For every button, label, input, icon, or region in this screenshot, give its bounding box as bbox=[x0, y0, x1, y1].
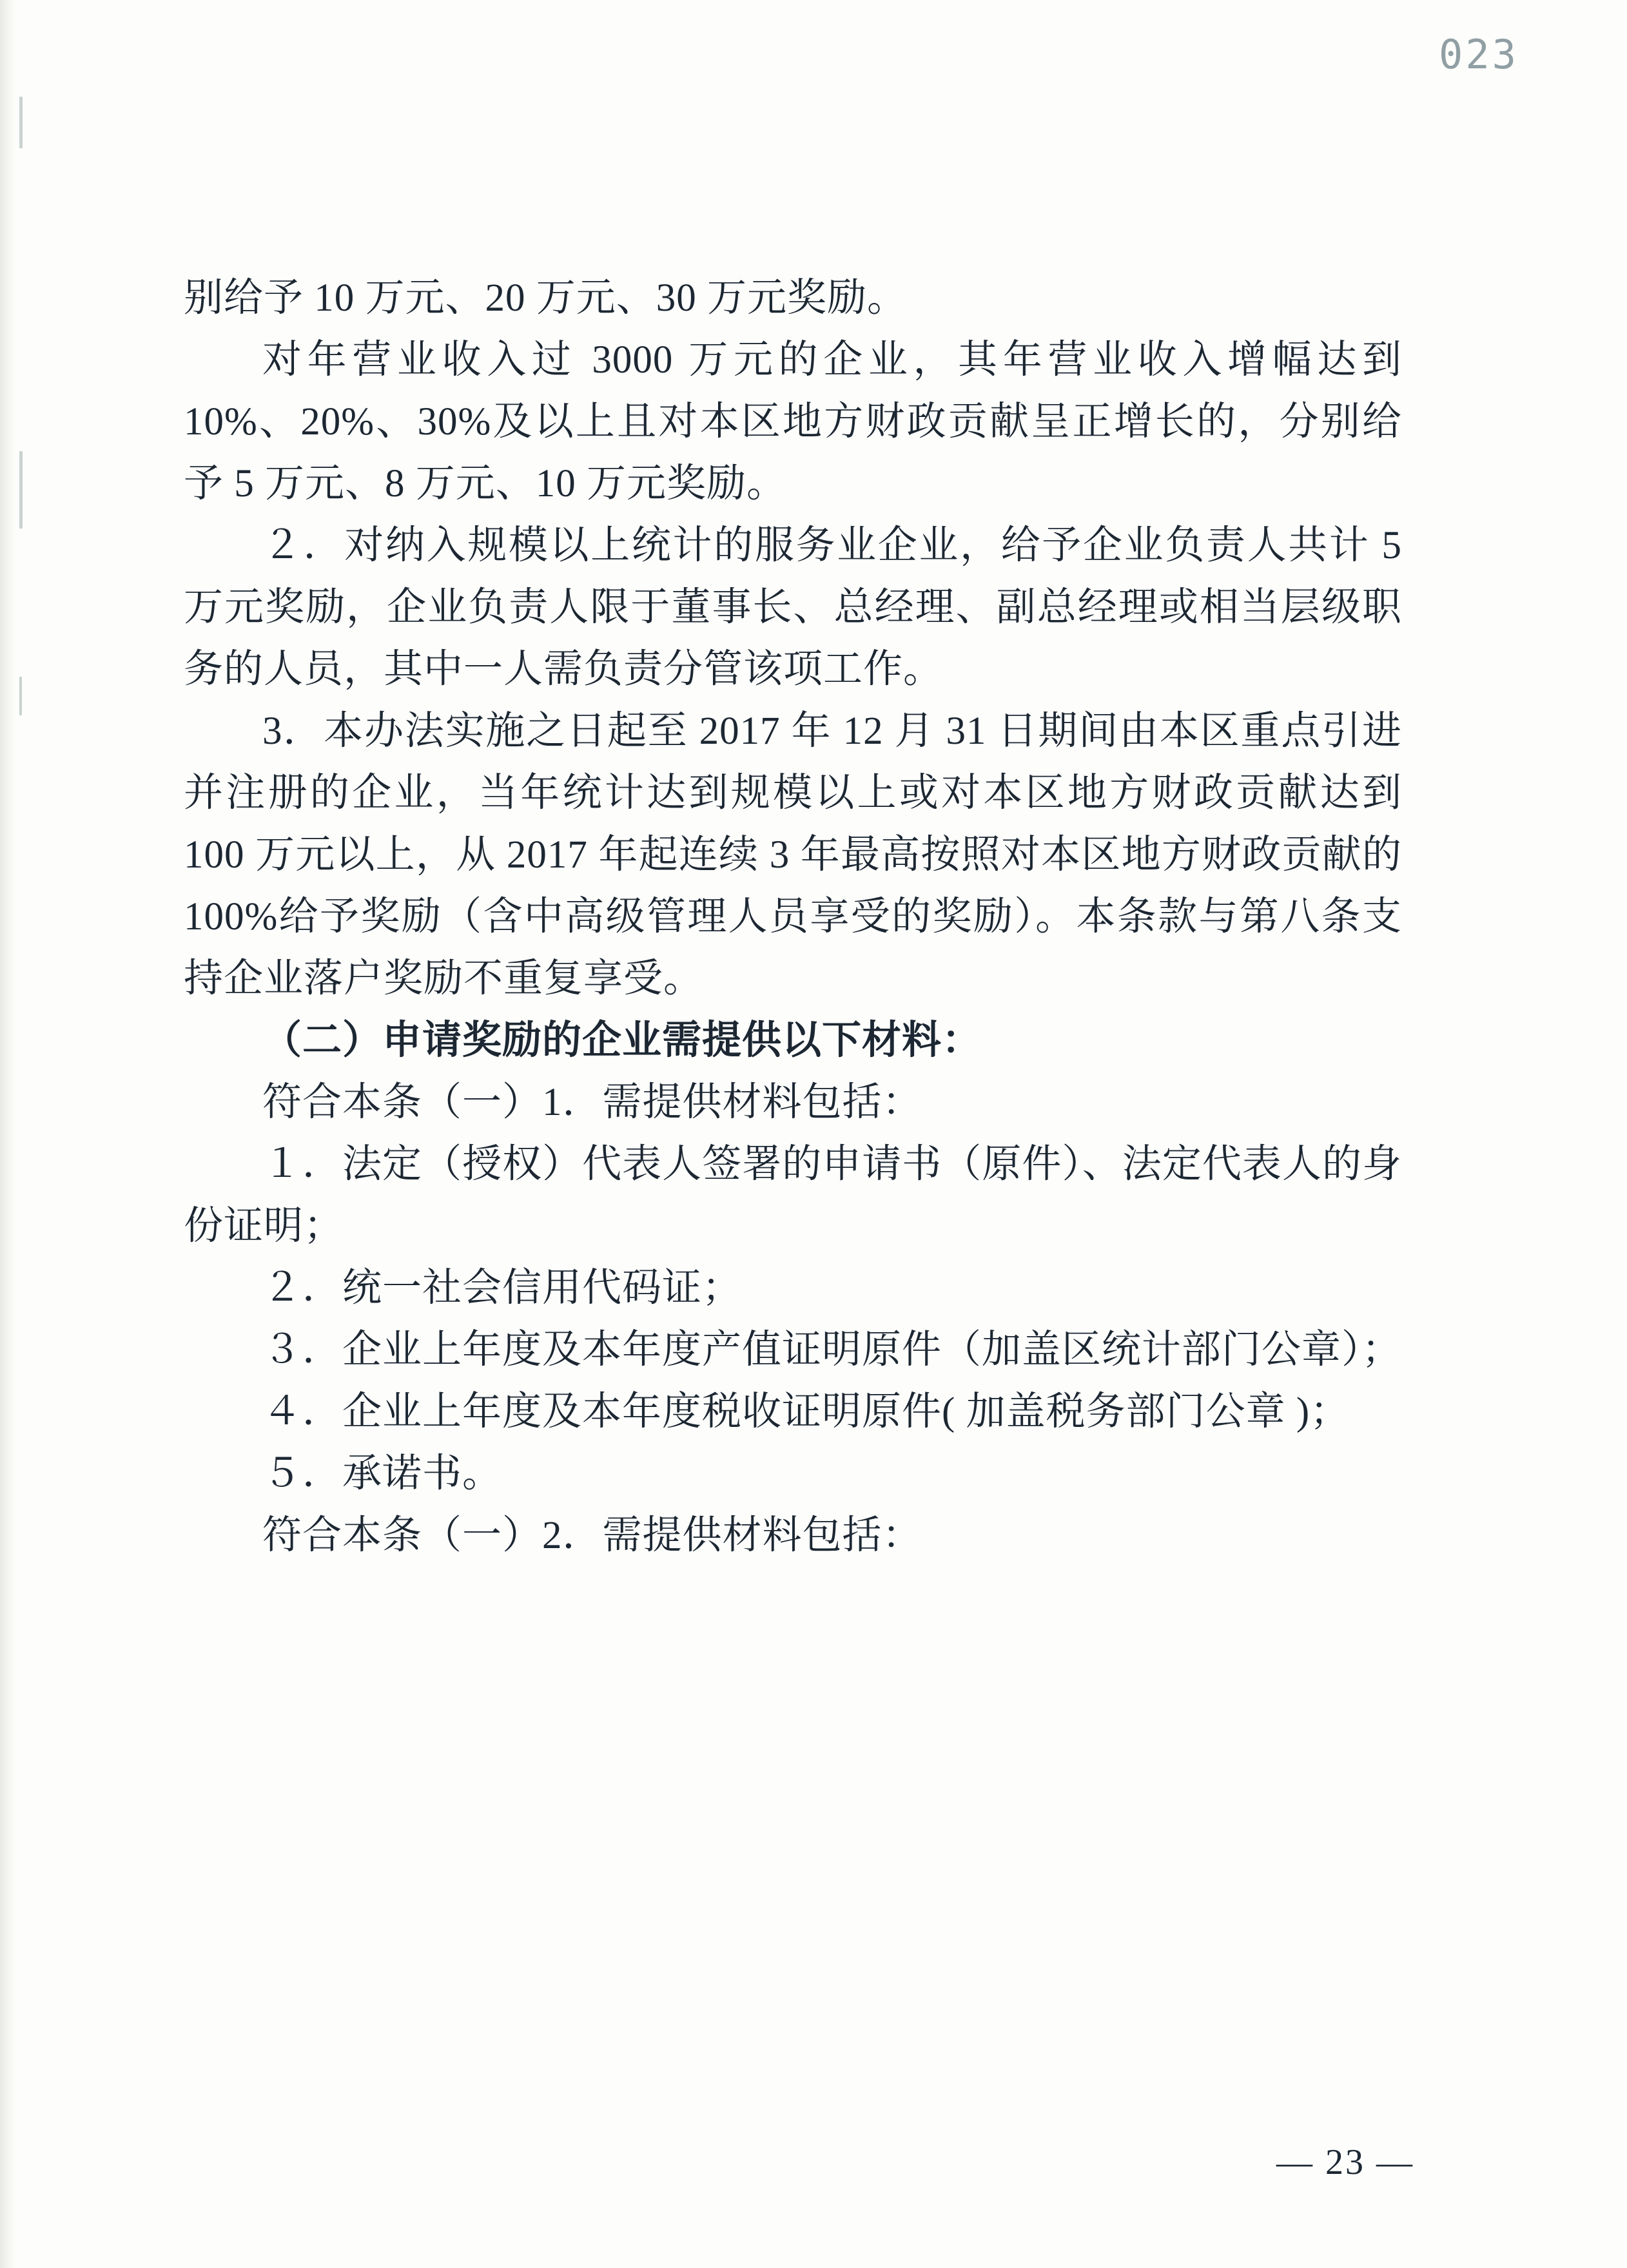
paragraph-item-3: 3．本办法实施之日起至 2017 年 12 月 31 日期间由本区重点引进并注册的企业，当年统计达到规模以上或对本区地方财政贡献达到 100 万元以上，从 2017 年起连续 3 年最高按照对本区地方财政贡献的 100%给予奖励（含中高级管理人员享受的奖励）。本条款与第八条支持企业落户奖励不重复享受。 bbox=[184, 710, 1402, 1000]
paragraph-revenue-3000: 对年营业收入过 3000 万元的企业，其年营业收入增幅达到 10%、20%、30%及以上且对本区地方财政贡献呈正增长的，分别给予 5 万元、8 万元、10 万元奖励。 bbox=[184, 338, 1402, 505]
page-number-footer: — 23 — bbox=[1276, 2142, 1414, 2182]
paragraph-material-3: ３．企业上年度及本年度产值证明原件（加盖区统计部门公章）； bbox=[262, 1328, 1402, 1371]
document-body bbox=[184, 267, 1402, 1567]
paragraph-material-2: ２．统一社会信用代码证； bbox=[262, 1266, 743, 1310]
paragraph-material-5: ５．承诺书。 bbox=[262, 1452, 503, 1495]
paragraph-materials-intro-1: 符合本条（一）1．需提供材料包括： bbox=[262, 1081, 922, 1124]
page-number-header: 023 bbox=[1439, 31, 1519, 78]
paragraph-materials-intro-2: 符合本条（一）2．需提供材料包括： bbox=[262, 1514, 922, 1557]
paragraph-item-2: ２．对纳入规模以上统计的服务业企业，给予企业负责人共计 5 万元奖励，企业负责人限于董事长、总经理、副总经理或相当层级职务的人员，其中一人需负责分管该项工作。 bbox=[184, 524, 1402, 691]
paragraph-material-4: ４．企业上年度及本年度税收证明原件( 加盖税务部门公章 )； bbox=[262, 1390, 1350, 1433]
scan-artifact-mark bbox=[19, 677, 22, 715]
scan-artifact-mark bbox=[19, 97, 23, 148]
paragraph-continuation-award: 别给予 10 万元、20 万元、30 万元奖励。 bbox=[184, 276, 908, 320]
paragraph-material-1: １．法定（授权）代表人签署的申请书（原件）、法定代表人的身份证明； bbox=[184, 1143, 1402, 1248]
scan-edge-shadow bbox=[0, 0, 17, 2268]
heading-section-2: （二）申请奖励的企业需提供以下材料： bbox=[262, 1019, 982, 1062]
scan-artifact-mark bbox=[19, 451, 23, 528]
